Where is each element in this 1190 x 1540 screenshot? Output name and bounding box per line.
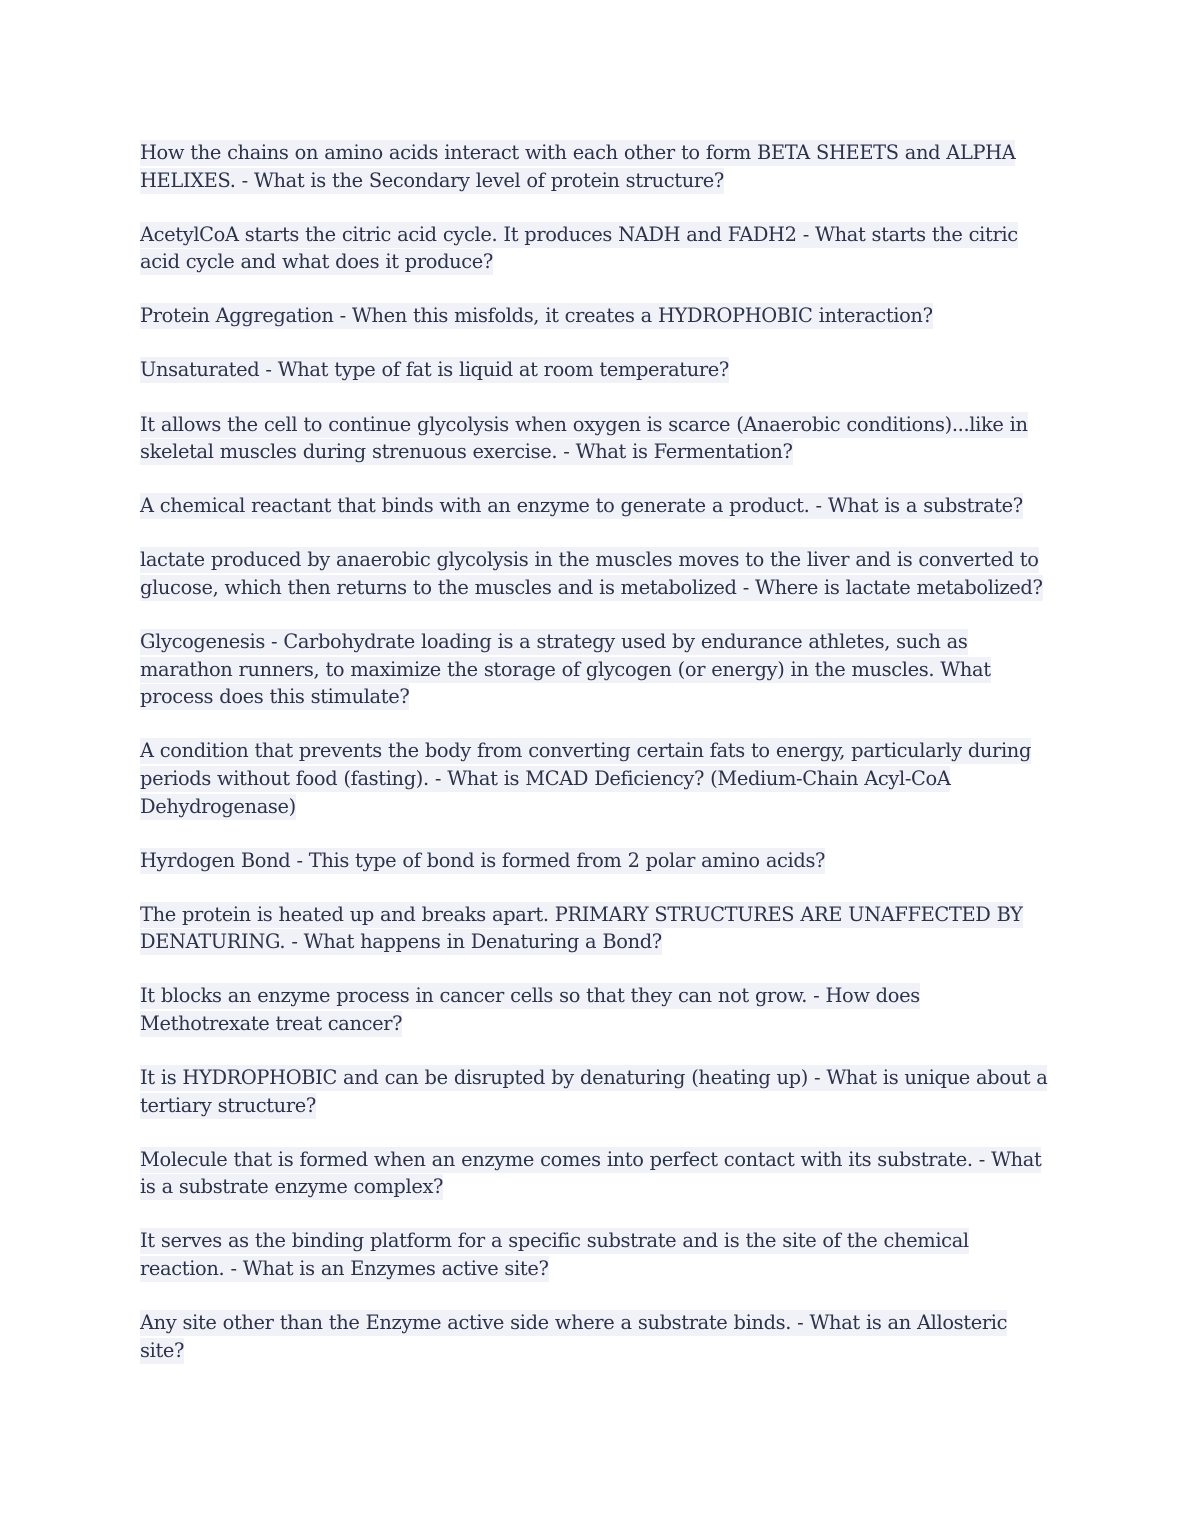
flashcard-text: It is HYDROPHOBIC and can be disrupted by denaturing (heating up) - What is unique about a tertiary structure?: [140, 1066, 1048, 1117]
flashcard-entry: [140, 546, 1052, 601]
flashcard-entry: [140, 1064, 1052, 1119]
flashcard-text: The protein is heated up and breaks apart. PRIMARY STRUCTURES ARE UNAFFECTED BY DENATURING. - What happens in Denaturing a Bond?: [140, 902, 1023, 954]
flashcard-text: Molecule that is formed when an enzyme comes into perfect contact with its substrate. - What is a substrate enzyme complex?: [140, 1147, 1042, 1199]
flashcard-entry: [140, 628, 1052, 711]
flashcard-text: It allows the cell to continue glycolysis when oxygen is scarce (Anaerobic conditions)...like in skeletal muscles during strenuous exercise. - What is Fermentation?: [140, 412, 1028, 464]
flashcard-entry: [140, 302, 1052, 330]
flashcard-entry: [140, 221, 1052, 276]
flashcard-text: Any site other than the Enzyme active side where a substrate binds. - What is an Allosteric site?: [140, 1311, 1008, 1362]
flashcard-entry: [140, 847, 1052, 875]
flashcard-text: lactate produced by anaerobic glycolysis in the muscles moves to the liver and is converted to glucose, which then returns to the muscles and is metabolized - Where is lactate metabolized?: [140, 548, 1043, 599]
flashcard-text: AcetylCoA starts the citric acid cycle. It produces NADH and FADH2 - What starts the citric acid cycle and what does it produce?: [140, 222, 1018, 274]
flashcard-text: Protein Aggregation - When this misfolds, it creates a HYDROPHOBIC interaction?: [140, 304, 933, 328]
flashcard-text: It serves as the binding platform for a specific substrate and is the site of the chemical reaction. - What is an Enzymes active site?: [140, 1229, 969, 1281]
flashcard-entry: [140, 737, 1052, 820]
flashcard-entry: [140, 139, 1052, 194]
flashcard-entry: [140, 982, 1052, 1037]
flashcard-list: [140, 139, 1052, 1391]
flashcard-text: A condition that prevents the body from converting certain fats to energy, particularly during periods without food (fasting). - What is MCAD Deficiency? (Medium-Chain Acyl-CoA Dehydrogenase): [140, 739, 1032, 818]
flashcard-text: Unsaturated - What type of fat is liquid at room temperature?: [140, 358, 729, 382]
flashcard-entry: [140, 901, 1052, 956]
flashcard-text: It blocks an enzyme process in cancer cells so that they can not grow. - How does Methotrexate treat cancer?: [140, 984, 920, 1035]
flashcard-text: How the chains on amino acids interact with each other to form BETA SHEETS and ALPHA HELIXES. - What is the Secondary level of protein structure?: [140, 141, 1016, 192]
flashcard-entry: [140, 356, 1052, 384]
flashcard-text: Hyrdogen Bond - This type of bond is formed from 2 polar amino acids?: [140, 848, 826, 872]
flashcard-entry: [140, 1309, 1052, 1364]
flashcard-entry: [140, 1227, 1052, 1282]
flashcard-entry: [140, 1146, 1052, 1201]
flashcard-entry: [140, 411, 1052, 466]
flashcard-entry: [140, 492, 1052, 520]
flashcard-text: A chemical reactant that binds with an enzyme to generate a product. - What is a substrate?: [140, 494, 1023, 518]
flashcard-text: Glycogenesis - Carbohydrate loading is a strategy used by endurance athletes, such as marathon runners, to maximize the storage of glycogen (or energy) in the muscles. What process does this stimulate?: [140, 630, 991, 709]
